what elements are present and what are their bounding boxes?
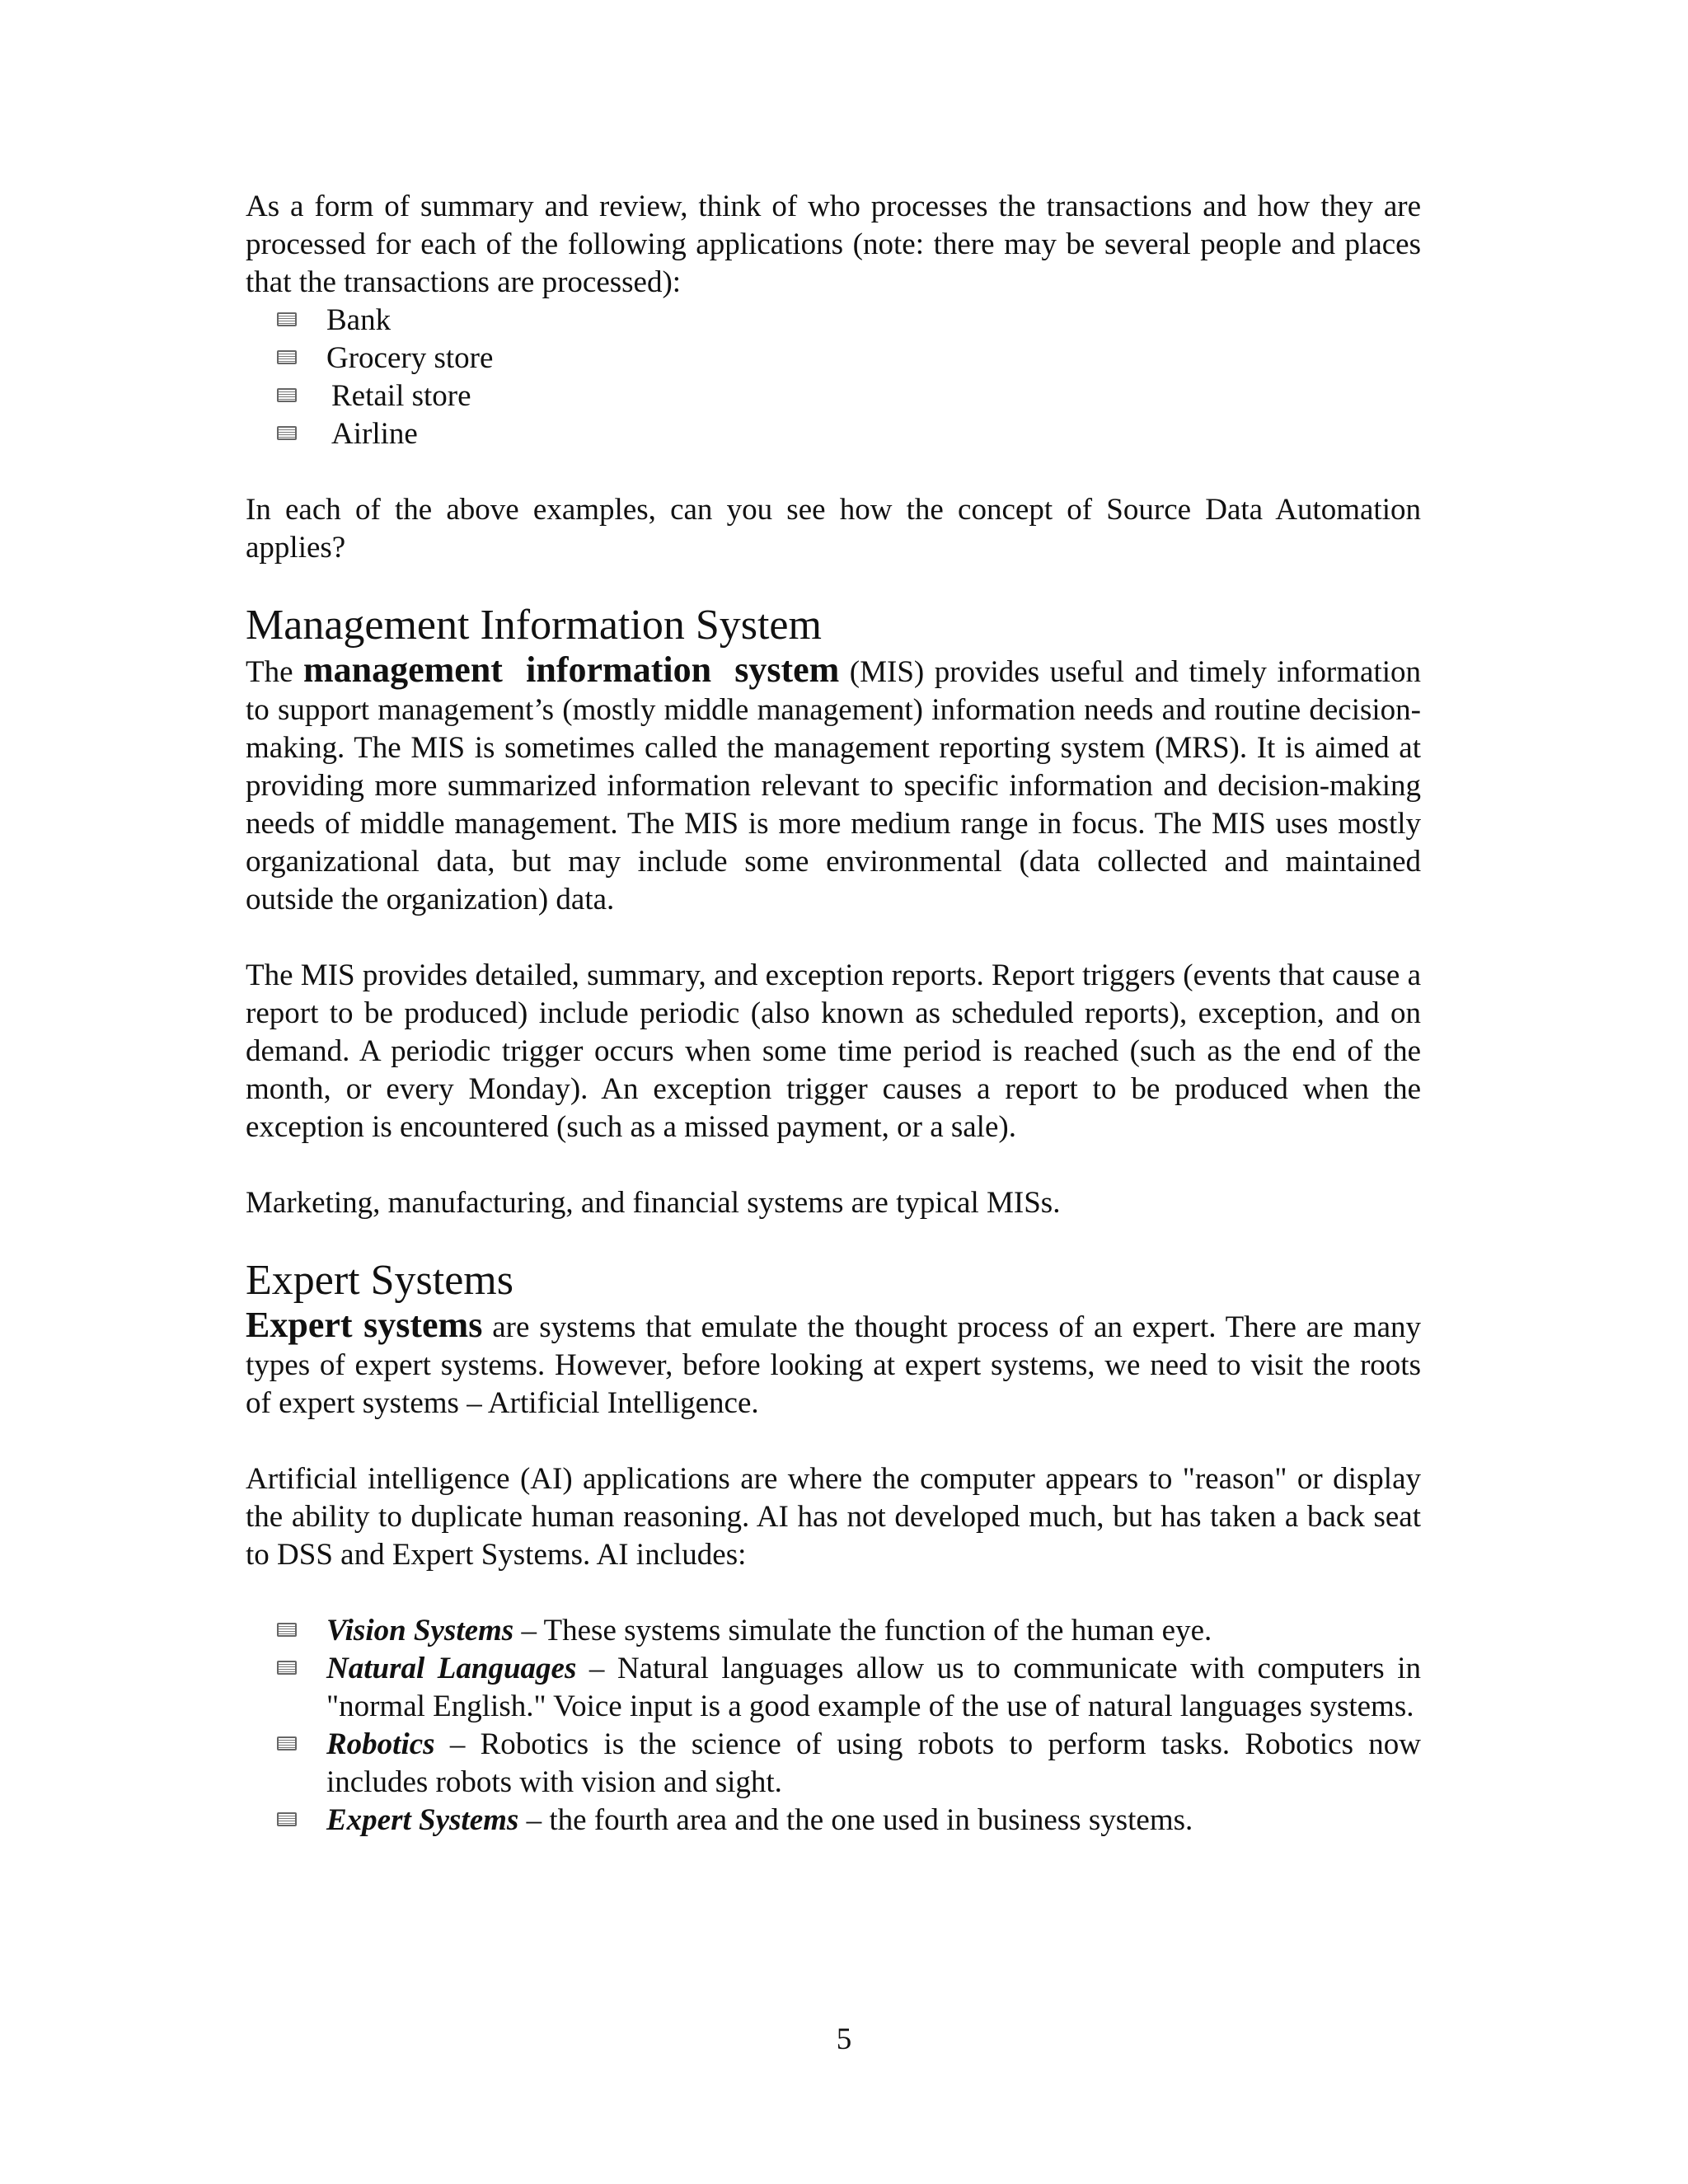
expert-paragraph-1: Expert systems are systems that emulate the thought process of an expert. There are many types of expert systems. However, before looking at expert systems, we need to visit the roots of expert systems – Artificial Intelligence. [246,1305,1422,1420]
keyboard-bullet-icon [277,426,297,440]
intro-paragraph: As a form of summary and review, think of who processes the transactions and how they are processed for each of the following applications (note: there may be several people and places that the transactions are processed): [246,190,1421,299]
list-item: Grocery store [246,340,1421,377]
list-item: Natural Languages – Natural languages allow us to communicate with computers in "normal English." Voice input is a good example of the use of natural languages systems. [246,1650,1421,1726]
page-number: 5 [836,2022,852,2056]
keyboard-bullet-icon [277,312,297,326]
document-page [246,188,1421,1840]
keyboard-bullet-icon [277,1623,297,1637]
list-item: Airline [246,415,1421,453]
list-item: Bank [246,302,1421,340]
expert-systems-term: Expert systems [246,1305,483,1345]
list-item: Retail store [246,377,1421,415]
mis-term: management information system [303,649,840,690]
keyboard-bullet-icon [277,388,297,402]
keyboard-bullet-icon [277,350,297,364]
list-item: Robotics – Robotics is the science of using robots to perform tasks. Robotics now includes robots with vision and sight. [246,1726,1421,1802]
applications-list [246,302,1421,453]
mis-paragraph-3: Marketing, manufacturing, and financial systems are typical MISs. [246,1186,1061,1220]
expert-systems-heading: Expert Systems [246,1257,513,1304]
ai-paragraph: Artificial intelligence (AI) applications are where the computer appears to "reason" or display the ability to duplicate human reasoning. AI has not developed much, but has taken a back seat to DSS and Expert Systems. AI includes: [246,1462,1421,1572]
list-item: Vision Systems – These systems simulate the function of the human eye. [246,1612,1421,1650]
keyboard-bullet-icon [277,1736,297,1750]
mis-paragraph-1: The management information system (MIS) provides useful and timely information to support management’s (mostly middle management) information needs and routine decision-making. The MIS is sometimes called the management reporting system (MRS). It is aimed at providing more summarized information relevant to specific information and decision-making needs of middle management. The MIS is more medium range in focus. The MIS uses mostly organizational data, but may include some environmental (data collected and maintained outside the organization) data. [246,649,1422,916]
keyboard-bullet-icon [277,1812,297,1826]
list-item: Expert Systems – the fourth area and the one used in business systems. [246,1802,1421,1840]
ai-list [246,1612,1421,1840]
source-data-automation-question: In each of the above examples, can you see how the concept of Source Data Automation applies? [246,493,1421,565]
mis-heading: Management Information System [246,602,822,649]
keyboard-bullet-icon [277,1661,297,1675]
mis-paragraph-2: The MIS provides detailed, summary, and exception reports. Report triggers (events that cause a report to be produced) include periodic (also known as scheduled reports), exception, and on demand. A periodic trigger occurs when some time period is reached (such as the end of the month, or every Monday). An exception trigger causes a report to be produced when the exception is encountered (such as a missed payment, or a sale). [246,958,1421,1144]
